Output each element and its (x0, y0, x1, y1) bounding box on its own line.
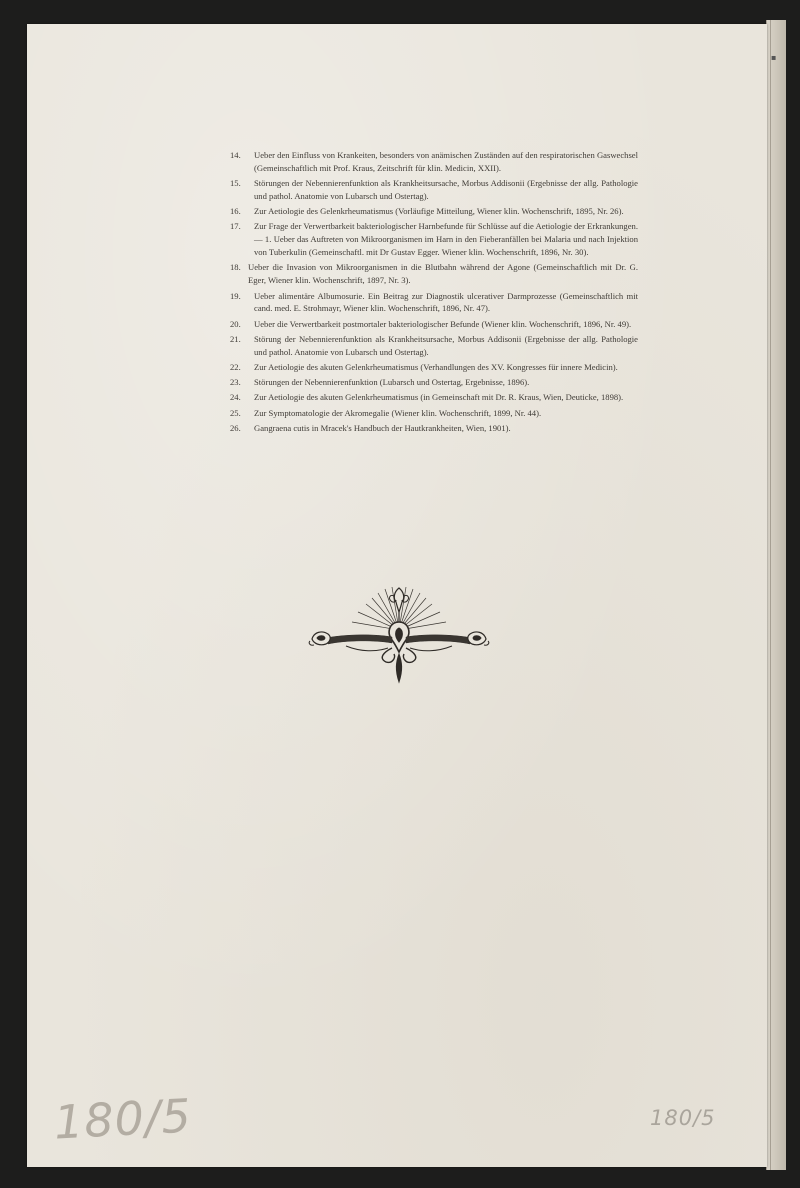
list-item (230, 407, 638, 420)
item-text: Ueber den Einfluss von Krankeiten, besonders von anämischen Zuständen auf den respiratorischen Gaswechsel (Gemeinschaftlich mit Prof. Kraus, Zeitschrift für klin. Medicin, XXII). (254, 150, 638, 173)
item-number: 22. (230, 361, 241, 372)
item-number: 18. (230, 262, 241, 273)
lily-vignette-icon (306, 582, 492, 686)
item-text: Störungen der Nebennierenfunktion als Krankheitsursache, Morbus Addisonii (Ergebnisse der allg. Pathologie und pathol. Anatomie von Lubarsch und Ostertag). (254, 178, 638, 202)
item-number: 14. (230, 150, 241, 160)
item-number: 17. (230, 221, 241, 232)
item-number: 21. (230, 333, 241, 344)
item-number: 26. (230, 422, 241, 433)
item-text: Störung der Nebennierenfunktion als Krankheitsursache, Morbus Addisonii (Ergebnisse der allg. Pathologie und pathol. Anatomie von Lubarsch und Ostertag). (254, 333, 638, 357)
item-number: 25. (230, 407, 241, 418)
pencil-shelfmark-large: 180/5 (52, 1088, 193, 1150)
pencil-shelfmark-small: 180/5 (650, 1106, 716, 1130)
list-item (230, 318, 638, 331)
item-text: Störungen der Nebennierenfunktion (Lubarsch und Ostertag, Ergebnisse, 1896). (254, 377, 530, 388)
item-text: Ueber alimentäre Albumosurie. Ein Beitrag zur Diagnostik ulcerativer Darmprozesse (Gemeinschaftlich mit cand. med. E. Strohmayr, Wiener klin. Wochenschrift, 1896, Nr. 47). (254, 290, 638, 314)
item-text: Ueber die Invasion von Mikroorganismen in die Blutbahn während der Agone (Gemeinschaftlich mit Dr. G. Eger, Wiener klin. Wochenschrift, 1897, Nr. 3). (248, 262, 638, 286)
list-item (230, 391, 638, 404)
item-text: Zur Aetiologie des Gelenkrheumatismus (Vorläufige Mitteilung, Wiener klin. Wochenschrift, 1895, Nr. 26). (254, 206, 624, 217)
publication-list (230, 149, 638, 437)
fold-line (770, 20, 771, 1170)
item-text: Zur Symptomatologie der Akromegalie (Wiener klin. Wochenschrift, 1899, Nr. 44). (254, 407, 542, 418)
list-item (230, 205, 638, 218)
list-item (230, 220, 638, 259)
list-item (230, 422, 638, 435)
list-item (230, 290, 638, 316)
item-number: 24. (230, 392, 241, 403)
item-number: 19. (230, 290, 241, 301)
item-text: Ueber die Verwertbarkeit postmortaler bakteriologischer Befunde (Wiener klin. Wochenschrift, 1896, Nr. 49). (254, 318, 632, 329)
item-number: 20. (230, 318, 241, 329)
list-item (230, 177, 638, 203)
item-number: 23. (230, 377, 241, 388)
scan-border-right (786, 20, 800, 1170)
list-item (230, 333, 638, 359)
list-item (230, 261, 638, 287)
list-item (230, 149, 638, 175)
item-text: Zur Frage der Verwertbarkeit bakteriologischer Harnbefunde für Schlüsse auf die Aetiologie der Erkrankungen. — 1. Ueber das Auftreten von Mikroorganismen im Harn in den Fieberanfällen bei Malaria und nach Injektion von Tuberkulin (Gemeinschaftl. mit Dr Gustav Egger. Wiener klin. Wochenschrift, 1896, Nr. 30). (254, 221, 638, 258)
list-item (230, 376, 638, 389)
corner-mark-icon: ▪ (771, 53, 777, 62)
item-text: Zur Aetiologie des akuten Gelenkrheumatismus (Verhandlungen des XV. Kongresses für innere Medicin). (254, 361, 618, 372)
list-item (230, 361, 638, 374)
item-text: Gangraena cutis in Mracek's Handbuch der Hautkrankheiten, Wien, 1901). (254, 422, 511, 433)
item-number: 15. (230, 178, 241, 189)
item-number: 16. (230, 206, 241, 217)
item-text: Zur Aetiologie des akuten Gelenkrheumatismus (in Gemeinschaft mit Dr. R. Kraus, Wien, Deuticke, 1898). (254, 392, 624, 403)
